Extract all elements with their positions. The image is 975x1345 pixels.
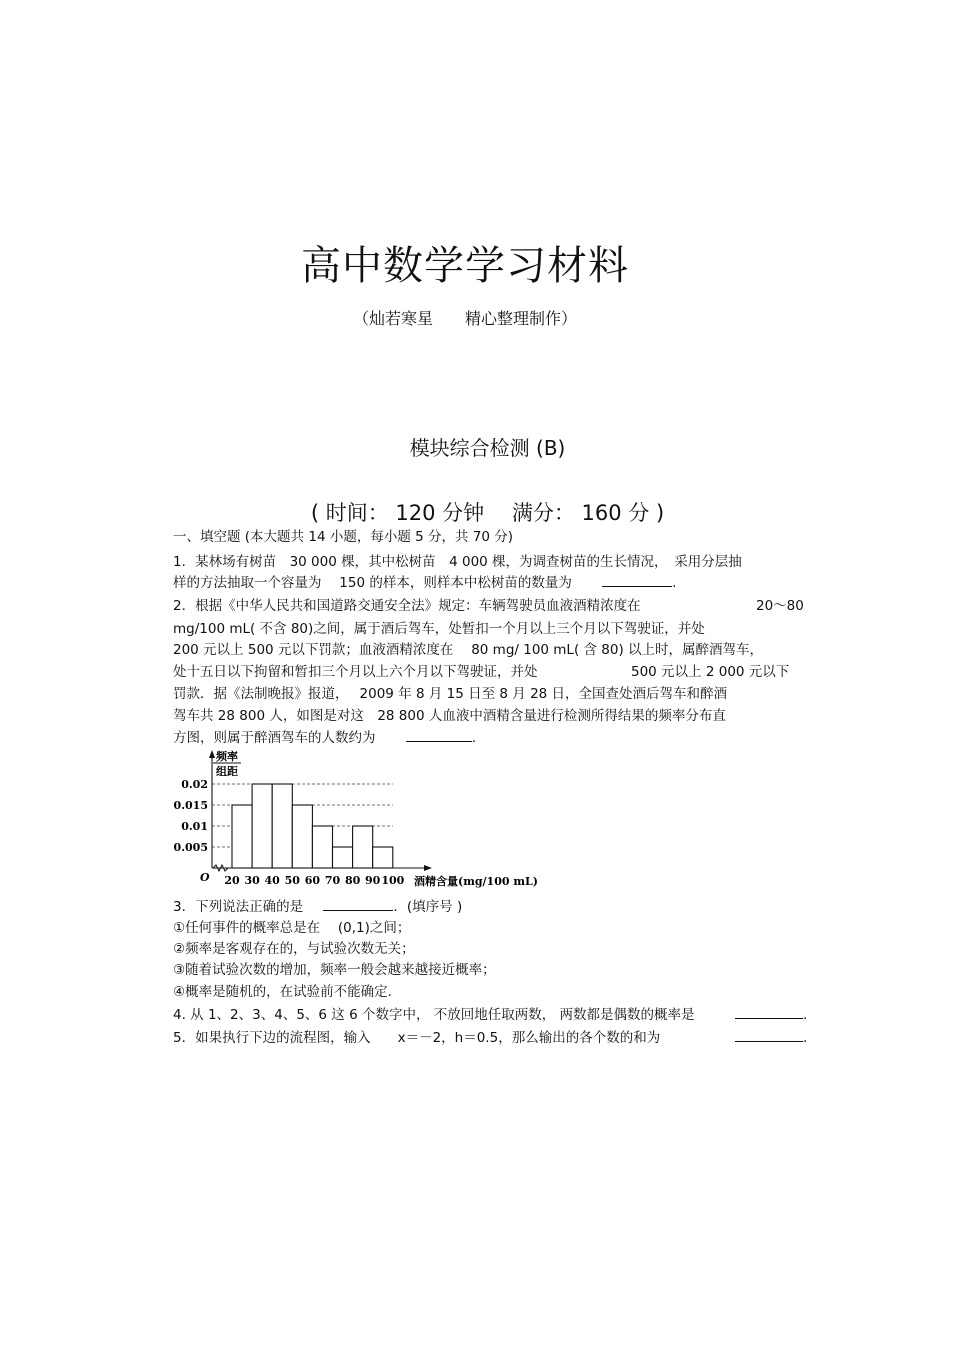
q2-line-2: mg/100 mL( 不含 80)之间，属于酒后驾车，处暂扣一个月以上三个月以下驾驶证，并处 xyxy=(173,621,705,637)
q1-line-2: 样的方法抽取一个容量为 150 的样本，则样本中松树苗的数量为 . xyxy=(173,575,677,591)
x-tick-label: 30 xyxy=(244,874,260,887)
x-tick-label: 50 xyxy=(284,874,300,887)
q5-blank-wrap: . xyxy=(735,1029,807,1047)
y-axis-label-bottom: 组距 xyxy=(216,765,238,778)
document-subtitle: （灿若寒星 精心整理制作） xyxy=(352,309,577,328)
q2-line-1-tail: 20～80 xyxy=(756,598,804,614)
y-axis-label-top: 频率 xyxy=(216,750,238,763)
histogram-bar xyxy=(252,784,272,868)
histogram-bar xyxy=(353,826,373,868)
q2-line-7-text: 方图，则属于醉酒驾车的人数约为 xyxy=(173,730,376,746)
x-tick-label: 40 xyxy=(264,874,280,887)
x-tick-label: 80 xyxy=(344,874,361,887)
answer-blank[interactable] xyxy=(602,574,672,587)
histogram-bar xyxy=(373,847,393,868)
q1-line-1: 1．某林场有树苗 30 000 棵，其中松树苗 4 000 棵，为调查树苗的生长情况， 采用分层抽 xyxy=(173,554,742,570)
q2-line-6: 驾车共 28 800 人，如图是对这 28 800 人血液中酒精含量进行检测所得结果的频率分布直 xyxy=(173,708,726,724)
part-heading: 一、填空题 (本大题共 14 小题，每小题 5 分，共 70 分) xyxy=(173,529,514,545)
x-tick-label: 100 xyxy=(381,874,405,887)
q2-line-3: 200 元以上 500 元以下罚款；血液酒精浓度在 80 mg/ 100 mL( 含 80) 以上时，属醉酒驾车， xyxy=(173,642,764,658)
q4-blank-wrap: . xyxy=(735,1006,807,1024)
answer-blank[interactable] xyxy=(323,898,393,911)
histogram-bar xyxy=(312,826,332,868)
q2-line-4: 处十五日以下拘留和暂扣三个月以上六个月以下驾驶证，并处 xyxy=(173,664,538,680)
exam-time-info: ( 时间： 120 分钟 满分： 160 分 ) xyxy=(310,501,665,525)
y-tick-label: 0.015 xyxy=(173,799,208,812)
y-axis-arrow xyxy=(209,750,215,758)
q3-line-1 xyxy=(173,898,462,916)
x-tick-label: 70 xyxy=(324,874,341,887)
q2-line-1: 2．根据《中华人民共和国道路交通安全法》规定：车辆驾驶员血液酒精浓度在 xyxy=(173,598,641,614)
document-title: 高中数学学习材料 xyxy=(301,243,629,289)
q4-line-1: 4. 从 1、2、3、4、5、6 这 6 个数字中， 不放回地任取两数， 两数都是偶数的概率是 xyxy=(173,1007,695,1023)
histogram-bar xyxy=(292,805,312,868)
q3-option-2: ②频率是客观存在的，与试验次数无关； xyxy=(173,941,415,957)
x-tick-label: 20 xyxy=(224,874,240,887)
q3-option-3: ③随着试验次数的增加，频率一般会越来越接近概率； xyxy=(173,962,496,978)
exam-section-title: 模块综合检测 (B) xyxy=(409,436,566,460)
x-axis-label: 酒精含量(mg/100 mL) xyxy=(414,875,538,888)
x-axis-arrow xyxy=(424,865,432,871)
q3-line-1-tail: ．(填序号 ) xyxy=(393,899,463,915)
y-tick-label: 0.005 xyxy=(173,841,208,854)
y-tick-label: 0.01 xyxy=(181,820,208,833)
histogram-bar xyxy=(272,784,292,868)
answer-blank[interactable] xyxy=(406,729,472,742)
q1-line-2-text: 样的方法抽取一个容量为 150 的样本，则样本中松树苗的数量为 xyxy=(173,575,572,591)
histogram-bar xyxy=(333,847,353,868)
frequency-histogram xyxy=(173,746,552,892)
q3-option-1: ①任何事件的概率总是在 (0,1)之间； xyxy=(173,920,411,936)
answer-blank[interactable] xyxy=(735,1006,803,1019)
histogram-bar xyxy=(232,805,252,868)
x-tick-label: 90 xyxy=(365,874,381,887)
y-tick-label: 0.02 xyxy=(181,778,208,791)
q5-line-1: 5．如果执行下边的流程图，输入 x＝－2，h＝0.5，那么输出的各个数的和为 xyxy=(173,1030,661,1046)
origin-label: O xyxy=(200,871,210,884)
q3-option-4: ④概率是随机的，在试验前不能确定. xyxy=(173,984,392,1000)
q3-line-1-text: 3．下列说法正确的是 xyxy=(173,899,304,915)
q2-line-7: 方图，则属于醉酒驾车的人数约为 . xyxy=(173,730,477,746)
x-tick-label: 60 xyxy=(304,874,321,887)
q2-line-4-tail: 500 元以上 2 000 元以下 xyxy=(631,664,790,680)
answer-blank[interactable] xyxy=(735,1029,803,1042)
q2-line-5: 罚款．据《法制晚报》报道， 2009 年 8 月 15 日至 8 月 28 日，全国查处酒后驾车和醉酒 xyxy=(173,686,728,702)
